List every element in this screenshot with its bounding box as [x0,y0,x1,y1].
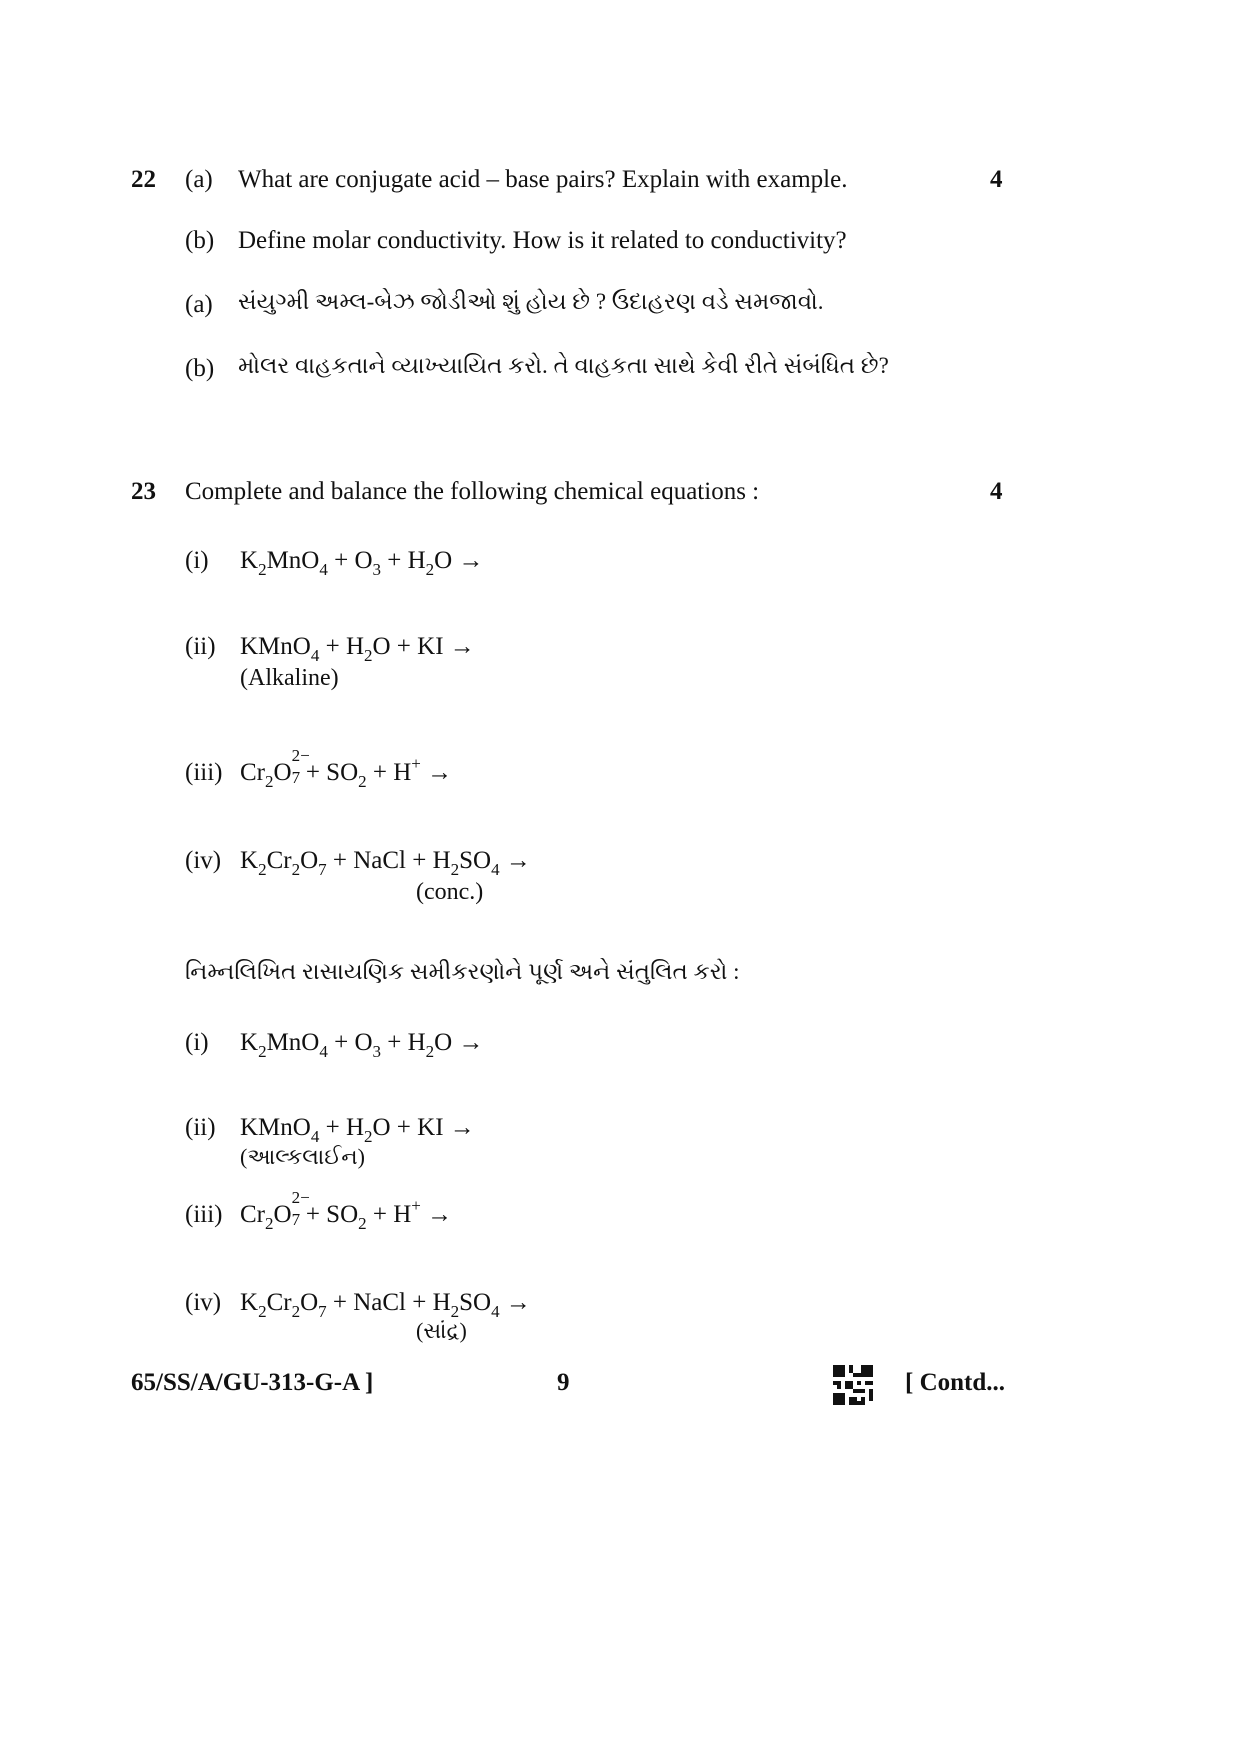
q22-gu-a-text: સંયુગ્મી અમ્લ-બેઝ જોડીઓ શું હોય છે ? ઉદાહરણ વડે સમજાવો. [238,289,824,314]
conc-condition: (conc.) [416,879,484,905]
gu-eq4-label: (iv) [185,1289,222,1316]
q22-a-label: (a) [185,166,213,193]
gu-equation-iii: $Cr_2O$ 2− 7 + $SO_2 + H^+$ → [240,1188,453,1233]
page-number: 9 [557,1369,570,1396]
q22-gu-a-label: (a) [185,291,213,318]
equation-iv: $K_2Cr_2O_7$ + NaCl + $H_2SO_4$ → [240,847,531,879]
paper-code: 65/SS/A/GU-313-G-A ] [131,1369,374,1396]
alkaline-condition-gu: (આલ્કલાઈન) [240,1144,366,1169]
q22-gu-b-label: (b) [185,355,215,382]
gu-eq3-label: (iii) [185,1201,223,1228]
gu-equation-i: $K_2MnO_4 + O_3 + H_2O$ → [240,1029,484,1061]
q22-marks: 4 [990,166,1003,193]
eq2-label: (ii) [185,633,216,660]
contd-label: [ Contd... [905,1369,1006,1396]
eq4-label: (iv) [185,847,222,874]
q22-number: 22 [131,166,156,193]
conc-condition-gu: (સાંદ્ર) [416,1318,467,1343]
q22-b-text: Define molar conductivity. How is it related to conductivity? [238,227,847,254]
q23-gu-intro: નિમ્નલિખિત રાસાયણિક સમીકરણોને પૂર્ણ અને સંતુલિત કરો : [185,959,740,984]
q23-marks: 4 [990,478,1003,505]
qr-code-icon [833,1365,873,1405]
gu-eq2-label: (ii) [185,1114,216,1141]
equation-i: $K_2MnO_4 + O_3 + H_2O$ → [240,547,484,579]
q22-a-text: What are conjugate acid – base pairs? Explain with example. [238,166,848,193]
gu-equation-iv: $K_2Cr_2O_7$ + NaCl + $H_2SO_4$ → [240,1289,531,1321]
q23-intro: Complete and balance the following chemical equations : [185,478,760,505]
alkaline-condition: (Alkaline) [240,665,339,691]
gu-equation-ii: KMnO$_4$ + $H_2O$ + KI → [240,1114,475,1146]
q23-number: 23 [131,478,156,505]
eq3-label: (iii) [185,759,223,786]
q22-b-label: (b) [185,227,215,254]
eq1-label: (i) [185,547,209,574]
equation-iii: $Cr_2O$ 2− 7 + $SO_2 + H^+$ → [240,746,453,791]
q22-gu-b-text: મોલર વાહકતાને વ્યાખ્યાયિત કરો. તે વાહકતા સાથે કેવી રીતે સંબંધિત છે? [238,353,889,378]
gu-eq1-label: (i) [185,1029,209,1056]
equation-ii: KMnO$_4$ + $H_2O$ + KI → [240,633,475,665]
